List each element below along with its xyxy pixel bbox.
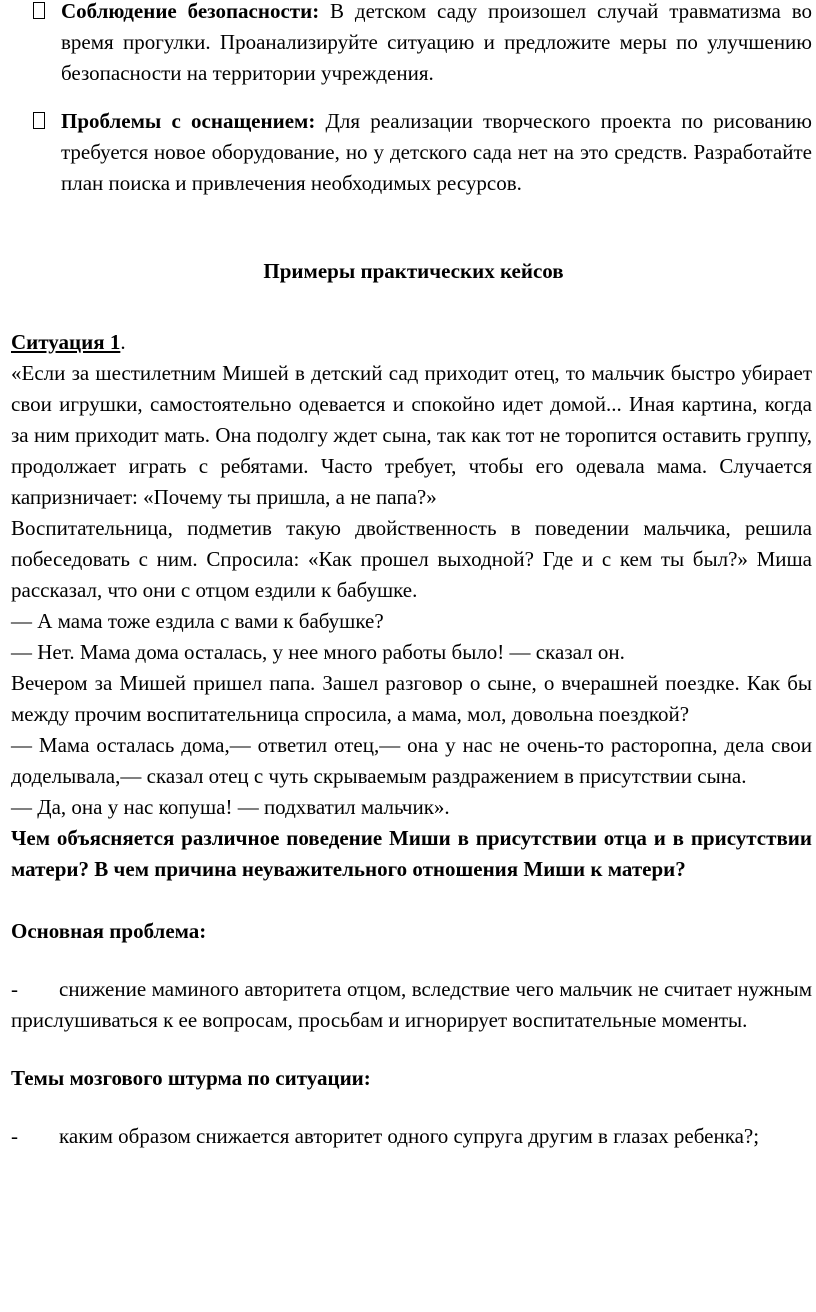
- checkbox-bullet-icon: [33, 112, 45, 129]
- main-problem-item: [11, 974, 816, 1036]
- situation-paragraph: — Мама осталась дома,— ответил отец,— она у нас не очень-то расторопна, дела свои доделывала,— сказал отец с чуть скрываемым раздражением в присутствии сына.: [11, 733, 812, 788]
- bullet-item-equipment: [11, 106, 816, 199]
- brainstorm-heading: Темы мозгового штурма по ситуации:: [11, 1066, 371, 1090]
- brainstorm-item: [11, 1121, 816, 1152]
- situation-body: [11, 358, 816, 885]
- situation-paragraph: — Да, она у нас копуша! — подхватил мальчик».: [11, 795, 450, 819]
- main-problem-heading: Основная проблема:: [11, 919, 207, 943]
- bullet-bold-label: Проблемы с оснащением:: [61, 109, 316, 133]
- checkbox-bullet-icon: [33, 2, 45, 19]
- situation-question: Чем объясняется различное поведение Миши в присутствии отца и в присутствии матери? В чем причина неуважительного отношения Миши к матери?: [11, 826, 812, 881]
- brainstorm-text: каким образом снижается авторитет одного супруга другим в глазах ребенка?;: [59, 1124, 760, 1148]
- dash-marker: -: [11, 977, 18, 1001]
- bullet-text: Для реализации творческого проекта по рисованию требуется новое оборудование, но у детского сада нет на это средств. Разработайте план поиска и привлечения необходимых ресурсов.: [61, 109, 812, 195]
- brainstorm-paragraph: [11, 1121, 812, 1152]
- situation-title: [11, 327, 816, 358]
- main-problem-text: снижение маминого авторитета отцом, вследствие чего мальчик не считает нужным прислушиваться к ее вопросам, просьбам и игнорирует воспитательные моменты.: [11, 977, 812, 1032]
- section-title: Примеры практических кейсов: [263, 259, 564, 283]
- bullet-paragraph: [61, 106, 812, 199]
- situation-paragraph: Вечером за Мишей пришел папа. Зашел разговор о сыне, о вчерашней поездке. Как бы между прочим воспитательница спросила, а мама, мол, довольна поездкой?: [11, 671, 812, 726]
- main-problem-paragraph: [11, 974, 812, 1036]
- situation-paragraph: Воспитательница, подметив такую двойственность в поведении мальчика, решила побеседовать с ним. Спросила: «Как прошел выходной? Где и с кем ты был?» Миша рассказал, что они с отцом ездили к бабушке.: [11, 516, 812, 602]
- situation-paragraph: — А мама тоже ездила с вами к бабушке?: [11, 609, 384, 633]
- situation-title-text: Ситуация 1: [11, 330, 121, 354]
- bullet-paragraph: [61, 0, 812, 89]
- bullet-bold-label: Соблюдение безопасности:: [61, 0, 320, 23]
- situation-paragraph: «Если за шестилетним Мишей в детский сад приходит отец, то мальчик быстро убирает свои игрушки, самостоятельно одевается и спокойно идет домой... Иная картина, когда за ним приходит мать. Она подолгу ждет сына, так как тот не торопится оставить группу, продолжает играть с ребятами. Часто требует, чтобы его одевала мама. Случается капризничает: «Почему ты пришла, а не папа?»: [11, 361, 812, 509]
- situation-title-suffix: .: [120, 330, 126, 354]
- bullet-text: В детском саду произошел случай травматизма во время прогулки. Проанализируйте ситуацию и предложите меры по улучшению безопасности на территории учреждения.: [61, 0, 812, 85]
- bullet-item-safety: [11, 0, 816, 89]
- dash-marker: -: [11, 1124, 18, 1148]
- situation-paragraph: — Нет. Мама дома осталась, у нее много работы было! — сказал он.: [11, 640, 625, 664]
